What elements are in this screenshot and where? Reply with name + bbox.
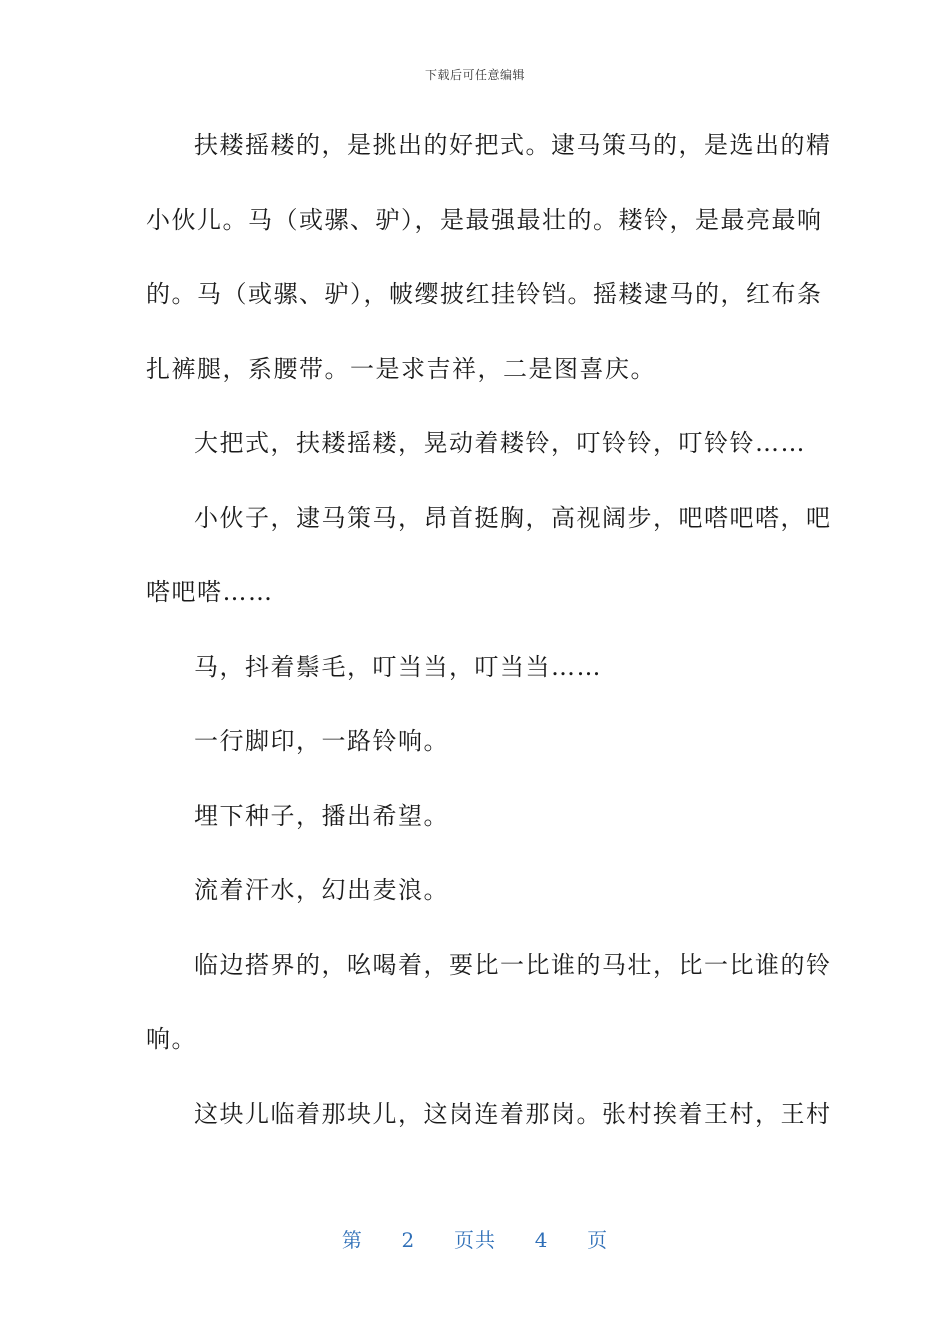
page-footer [0, 1224, 950, 1253]
text-line: 一行脚印，一路铃响。 [194, 727, 449, 755]
text-line: 响。 [146, 1025, 197, 1053]
text-line: 扶耧摇耧的，是挑出的好把式。逮马策马的，是选出的精 [194, 131, 832, 159]
text-line: 埋下种子，播出希望。 [194, 801, 449, 830]
page-label-middle: 页共 [454, 1228, 496, 1252]
total-pages-number: 4 [534, 1228, 549, 1252]
document-body [146, 120, 832, 1163]
current-page-number: 2 [401, 1228, 416, 1252]
page-label-prefix: 第 [341, 1228, 363, 1252]
page-header: 下载后可任意编辑 [424, 68, 525, 82]
text-line: 这块儿临着那块儿，这岗连着那岗。张村挨着王村，王村 [194, 1099, 832, 1128]
text-line: 大把式，扶耧摇耧，晃动着耧铃，叮铃铃，叮铃铃…… [194, 429, 806, 457]
text-line: 扎裤腿，系腰带。一是求吉祥，二是图喜庆。 [146, 354, 656, 383]
text-line: 的。马（或骡、驴），帔缨披红挂铃铛。摇耧逮马的，红布条 [146, 280, 823, 308]
text-line: 小伙儿。马（或骡、驴），是最强最壮的。耧铃，是最亮最响 [146, 205, 823, 234]
text-line: 流着汗水，幻出麦浪。 [194, 876, 449, 904]
text-line: 马，抖着鬃毛，叮当当，叮当当…… [194, 652, 602, 681]
text-line: 临边搭界的，吆喝着，要比一比谁的马壮，比一比谁的铃 [194, 950, 832, 979]
text-line: 小伙子，逮马策马，昂首挺胸，高视阔步，吧嗒吧嗒，吧 [194, 503, 832, 532]
page-label-suffix: 页 [587, 1228, 609, 1252]
text-line: 嗒吧嗒…… [146, 578, 274, 606]
